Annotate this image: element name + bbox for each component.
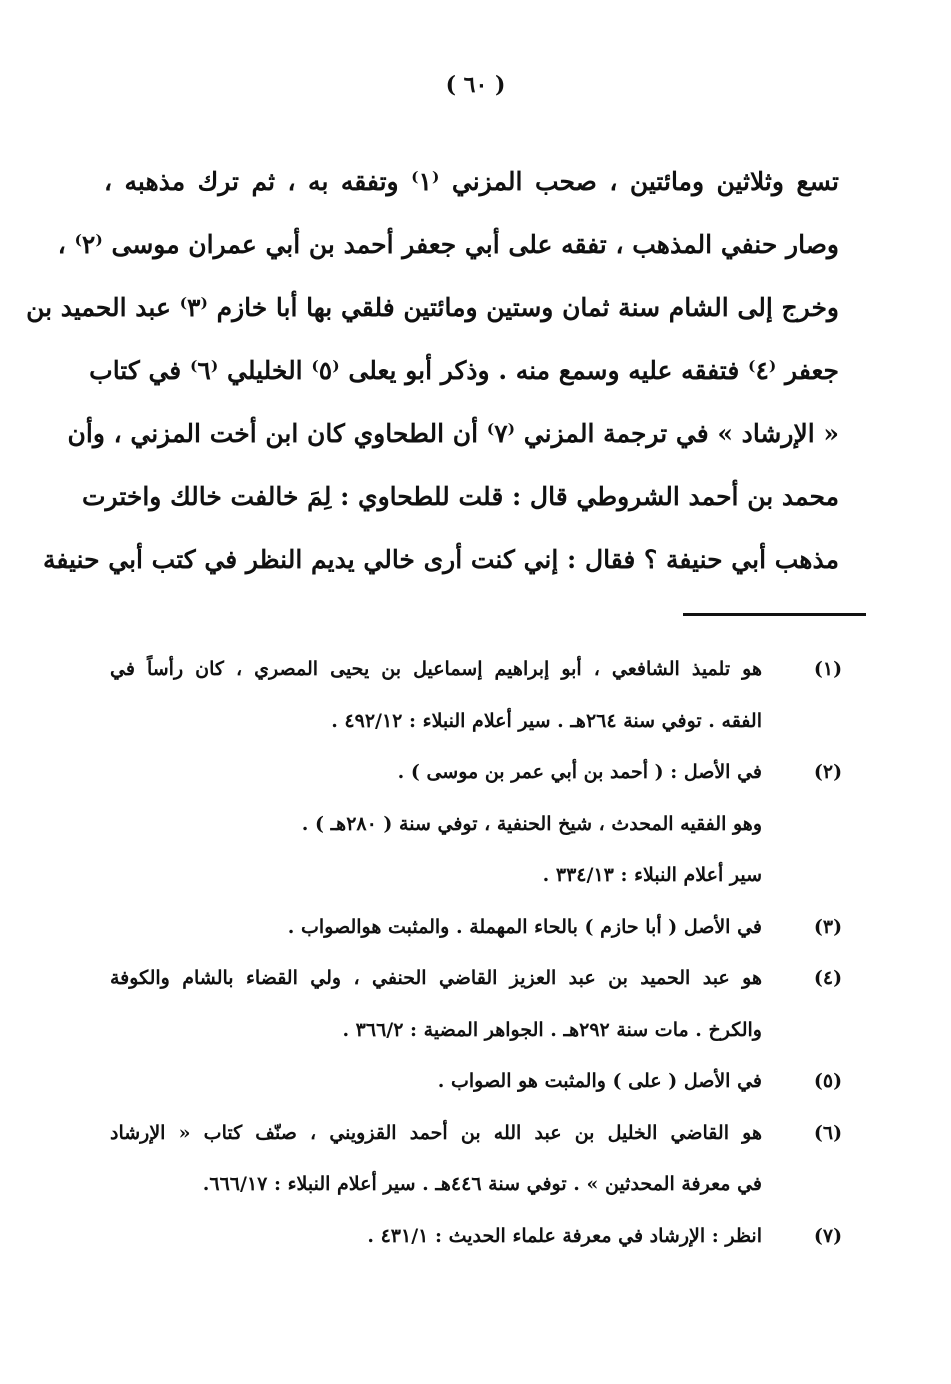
main-text-line: محمد بن أحمد الشروطي قال : قلت للطحاوي : لِمَ خالفت خالك واخترت xyxy=(82,482,839,511)
footnote-text: في الأصل ( أبا حازم ) بالحاء المهملة . والمثبت هوالصواب . xyxy=(287,915,762,938)
footnote-number: (٧) xyxy=(813,1224,843,1247)
footnote-7 xyxy=(110,1215,852,1267)
footnote-4 xyxy=(110,957,852,1009)
footnote-text: والكرخ . مات سنة ٢٩٢هـ . الجواهر المضية : ٣٦٦/٢ . xyxy=(342,1018,762,1041)
footnote-text: هو القاضي الخليل بن عبد الله بن أحمد القزويني ، صنّف كتاب « الإرشاد xyxy=(110,1121,763,1144)
footnote-text: هو عبد الحميد بن عبد العزيز القاضي الحنفي ، ولي القضاء بالشام والكوفة xyxy=(110,967,762,989)
footnote-2-continued xyxy=(110,803,852,855)
footnote-text: في الأصل : ( أحمد بن أبي عمر بن موسى ) . xyxy=(397,761,762,783)
footnote-6 xyxy=(110,1112,852,1164)
main-text-line: « الإرشاد » في ترجمة المزني ⁽٧⁾ أن الطحاوي كان ابن أخت المزني ، وأن xyxy=(67,419,839,448)
footnote-6-continued xyxy=(110,1163,852,1215)
footnote-number: (٢) xyxy=(813,761,843,783)
main-text xyxy=(26,150,839,591)
footnote-separator xyxy=(683,613,866,616)
footnotes xyxy=(110,648,852,1266)
footnote-text: وهو الفقيه المحدث ، شيخ الحنفية ، توفي سنة ( ٢٨٠هـ ) . xyxy=(301,812,762,835)
main-text-line: وخرج إلى الشام سنة ثمان وستين ومائتين فلقي بها أبا خازم ⁽٣⁾ عبد الحميد بن xyxy=(26,293,839,322)
footnote-5 xyxy=(110,1060,852,1112)
footnote-3 xyxy=(110,906,852,958)
footnote-text: انظر : الإرشاد في معرفة علماء الحديث : ٤٣١/١ . xyxy=(367,1224,762,1247)
footnote-2-continued xyxy=(110,854,852,906)
footnote-text: سير أعلام النبلاء : ٣٣٤/١٣ . xyxy=(542,864,762,886)
footnote-number: (١) xyxy=(813,658,843,680)
main-text-line: وصار حنفي المذهب ، تفقه على أبي جعفر أحمد بن أبي عمران موسى ⁽٢⁾ ، xyxy=(57,230,839,259)
footnote-number: (٤) xyxy=(813,967,843,989)
main-text-line: جعفر ⁽٤⁾ فتفقه عليه وسمع منه . وذكر أبو يعلى ⁽٥⁾ الخليلي ⁽٦⁾ في كتاب xyxy=(89,356,839,385)
footnote-4-continued xyxy=(110,1009,852,1061)
footnote-text: في معرفة المحدثين » . توفي سنة ٤٤٦هـ . سير أعلام النبلاء : ٦٦٦/١٧. xyxy=(202,1173,762,1195)
main-text-line: تسع وثلاثين ومائتين ، صحب المزني ⁽١⁾ وتفقه به ، ثم ترك مذهبه ، xyxy=(104,167,839,196)
footnote-1 xyxy=(110,648,852,700)
footnote-text: هو تلميذ الشافعي ، أبو إبراهيم إسماعيل بن يحيى المصري ، كان رأساً في xyxy=(110,658,762,680)
main-text-line: مذهب أبي حنيفة ؟ فقال : إني كنت أرى خالي يديم النظر في كتب أبي حنيفة xyxy=(42,545,839,574)
footnote-1-continued xyxy=(110,700,852,752)
page-number: ( ٦٠ ) xyxy=(445,72,506,98)
footnote-2 xyxy=(110,751,852,803)
footnote-number: (٥) xyxy=(813,1070,843,1092)
footnote-text: الفقه . توفي سنة ٢٦٤هـ . سير أعلام النبلاء : ٤٩٢/١٢ . xyxy=(331,709,762,732)
footnote-number: (٦) xyxy=(813,1121,843,1144)
footnote-text: في الأصل ( على ) والمثبت هو الصواب . xyxy=(437,1070,762,1092)
footnote-number: (٣) xyxy=(813,915,843,938)
